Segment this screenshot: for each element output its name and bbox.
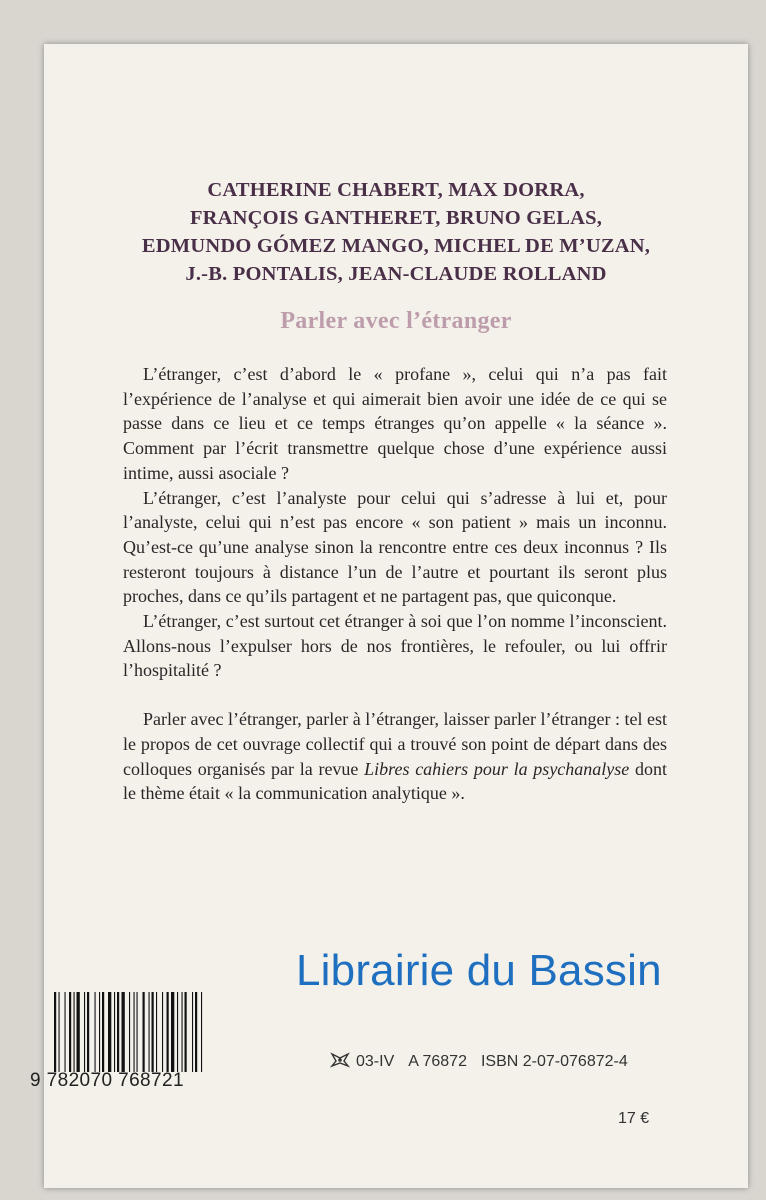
book-title: Parler avec l’étranger (280, 308, 512, 334)
author-list (44, 176, 748, 288)
blurb (123, 362, 667, 806)
publisher-logo-icon (330, 1052, 350, 1068)
barcode-number: 9 782070 768721 (30, 1070, 184, 1091)
blurb-text: dont le thème était « la communication analytique ». (123, 758, 667, 804)
isbn: ISBN 2-07-076872-4 (480, 1053, 628, 1070)
edition-code: 03-IV (356, 1053, 395, 1070)
author-line: CATHERINE CHABERT, MAX DORRA, (207, 179, 585, 201)
author-line: J.-B. PONTALIS, JEAN-CLAUDE ROLLAND (185, 263, 607, 285)
author-line: EDMUNDO GÓMEZ MANGO, MICHEL DE M’UZAN, (141, 235, 651, 257)
barcode (54, 992, 242, 1072)
blurb-paragraph: L’étranger, c’est surtout cet étranger à soi que l’on nomme l’inconscient. Allons-nous l’expulser hors de nos frontières, le refouler, ou lui offrir l’hospitalité ? (123, 611, 667, 681)
journal-title: Libres cahiers pour la psychanalyse (364, 758, 630, 779)
blurb-paragraph (123, 707, 667, 806)
blurb-paragraph: L’étranger, c’est d’abord le « profane », celui qui n’a pas fait l’expérience de l’analyse et qui aimerait bien avoir une idée de ce qui se passe dans ce lieu et ce temps étranges qu’on appelle « la séance ». Comment par l’écrit transmettre quelque chose d’une expérience aussi intime, aussi asociale ? (123, 364, 667, 483)
seller-watermark: Librairie du Bassin (296, 946, 662, 995)
blurb-paragraph: L’étranger, c’est l’analyste pour celui qui s’adresse à lui et, pour l’analyste, celui qui n’est pas encore « son patient » mais un inconnu. Qu’est-ce qu’une analyse sinon la rencontre entre ces deux inconnus ? Ils resteront toujours à distance l’un de l’autre et pourtant ils seront plus proches, dans ce qu’ils partagent et ne partagent pas, que quiconque. (123, 487, 667, 607)
author-line: FRANÇOIS GANTHERET, BRUNO GELAS, (189, 207, 603, 229)
blurb-text: Parler avec l’étranger, parler à l’étranger, laisser parler l’étranger : tel est le propos de cet ouvrage collectif qui a trouvé son point de départ dans des colloques organisés par la revue (123, 709, 667, 779)
edition-ref: A 76872 (408, 1053, 467, 1070)
edition-info (330, 1052, 730, 1071)
price: 17 € (618, 1110, 650, 1127)
